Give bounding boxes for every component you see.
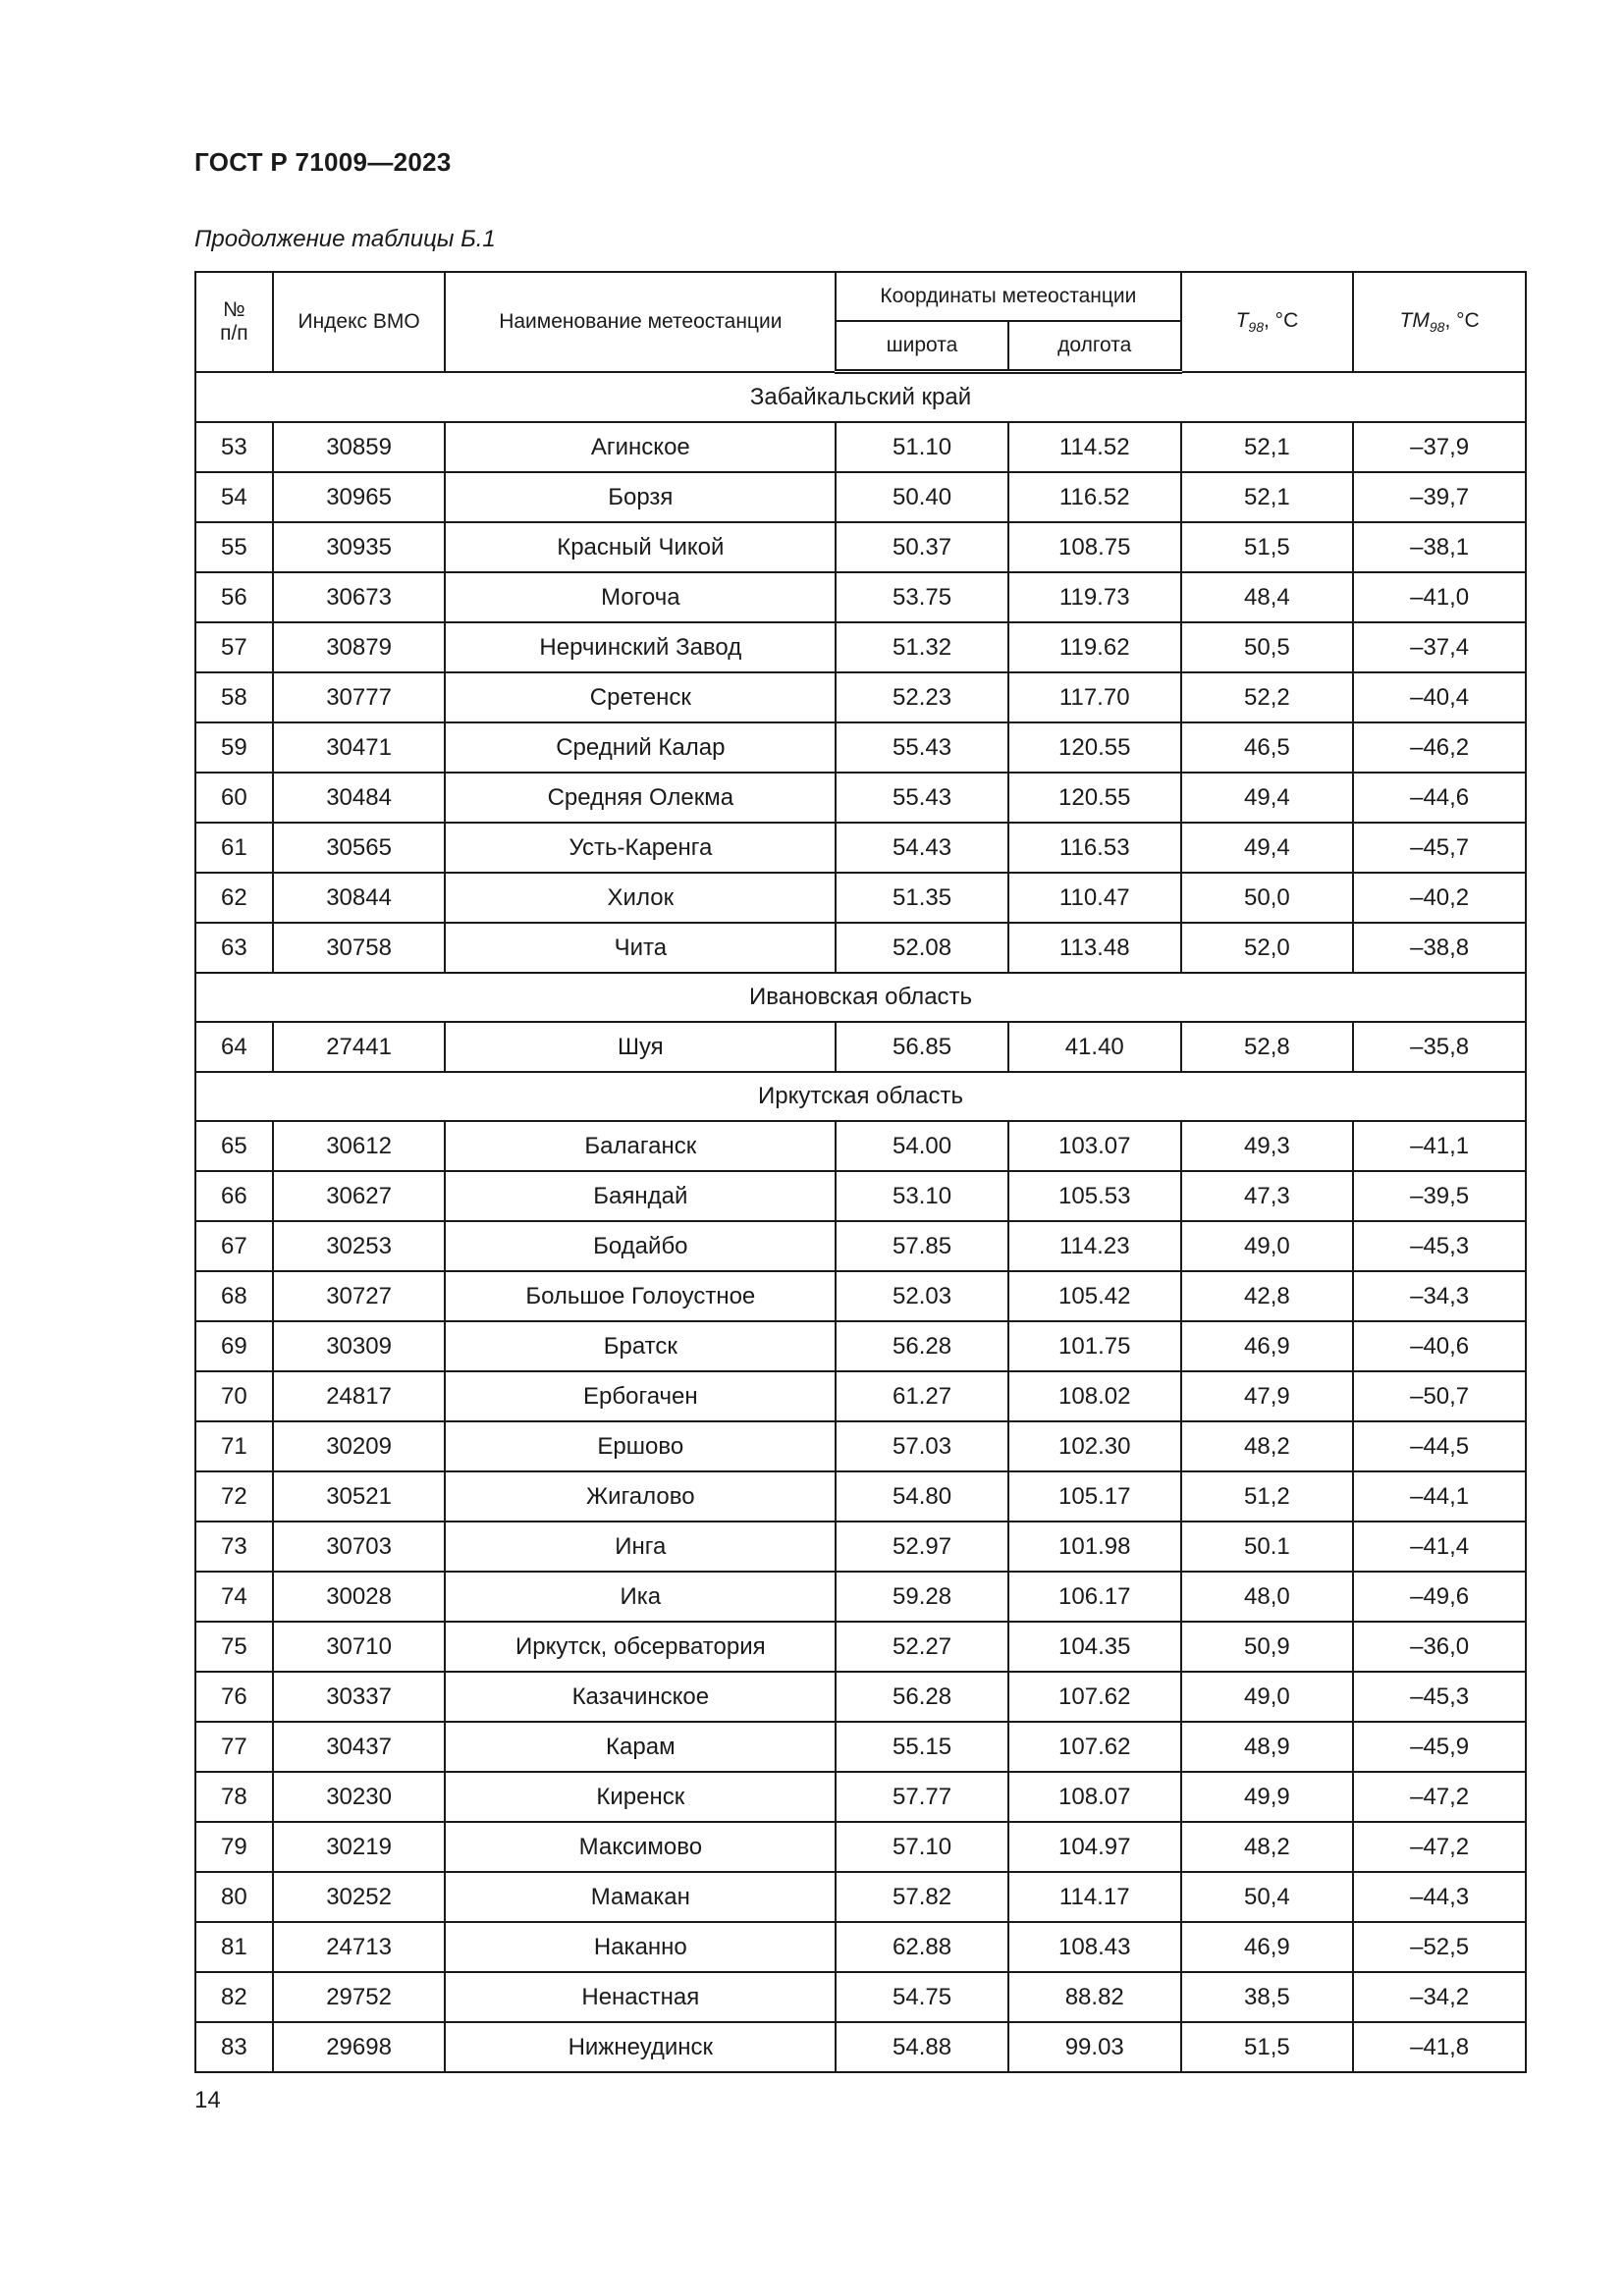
longitude: 101.98 <box>1008 1522 1181 1572</box>
tm98-value: –47,2 <box>1353 1772 1526 1822</box>
wmo-index: 30337 <box>273 1672 446 1722</box>
latitude: 56.28 <box>836 1321 1008 1371</box>
wmo-index: 30727 <box>273 1271 446 1321</box>
wmo-index: 30219 <box>273 1822 446 1872</box>
table-row <box>195 1471 1526 1522</box>
row-number: 61 <box>195 823 273 873</box>
t98-value: 51,5 <box>1181 522 1354 572</box>
tm98-value: –37,4 <box>1353 622 1526 672</box>
station-name: Хилок <box>445 873 836 923</box>
t98-value: 49,9 <box>1181 1772 1354 1822</box>
station-name: Усть-Каренга <box>445 823 836 873</box>
row-number: 65 <box>195 1121 273 1171</box>
tm98-value: –44,1 <box>1353 1471 1526 1522</box>
longitude: 41.40 <box>1008 1022 1181 1072</box>
wmo-index: 30521 <box>273 1471 446 1522</box>
tm98-value: –45,3 <box>1353 1221 1526 1271</box>
tm98-value: –40,2 <box>1353 873 1526 923</box>
station-name: Средняя Олекма <box>445 773 836 823</box>
row-number: 77 <box>195 1722 273 1772</box>
longitude: 119.73 <box>1008 572 1181 622</box>
row-number: 55 <box>195 522 273 572</box>
latitude: 62.88 <box>836 1922 1008 1972</box>
tm98-value: –40,4 <box>1353 672 1526 722</box>
longitude: 119.62 <box>1008 622 1181 672</box>
t98-value: 50,0 <box>1181 873 1354 923</box>
row-number: 57 <box>195 622 273 672</box>
longitude: 102.30 <box>1008 1421 1181 1471</box>
table-row <box>195 773 1526 823</box>
row-number: 56 <box>195 572 273 622</box>
station-name: Казачинское <box>445 1672 836 1722</box>
longitude: 108.02 <box>1008 1371 1181 1421</box>
region-row <box>195 372 1526 423</box>
t98-value: 46,9 <box>1181 1321 1354 1371</box>
table-row <box>195 1271 1526 1321</box>
region-row <box>195 973 1526 1022</box>
latitude: 52.08 <box>836 923 1008 973</box>
row-number: 72 <box>195 1471 273 1522</box>
latitude: 52.27 <box>836 1622 1008 1672</box>
station-name: Бодайбо <box>445 1221 836 1271</box>
station-name: Чита <box>445 923 836 973</box>
table-row <box>195 522 1526 572</box>
station-name: Наканно <box>445 1922 836 1972</box>
t98-value: 50.1 <box>1181 1522 1354 1572</box>
wmo-index: 30028 <box>273 1572 446 1622</box>
region-name: Иркутская область <box>195 1072 1526 1121</box>
row-number: 54 <box>195 472 273 522</box>
latitude: 57.03 <box>836 1421 1008 1471</box>
row-number: 79 <box>195 1822 273 1872</box>
latitude: 52.23 <box>836 672 1008 722</box>
t98-value: 51,2 <box>1181 1471 1354 1522</box>
longitude: 104.35 <box>1008 1622 1181 1672</box>
wmo-index: 30758 <box>273 923 446 973</box>
longitude: 108.07 <box>1008 1772 1181 1822</box>
table-row <box>195 1622 1526 1672</box>
region-name: Ивановская область <box>195 973 1526 1022</box>
table-body <box>195 372 1526 2073</box>
row-number: 80 <box>195 1872 273 1922</box>
t98-value: 52,1 <box>1181 472 1354 522</box>
tm98-value: –49,6 <box>1353 1572 1526 1622</box>
table-header <box>195 272 1526 372</box>
longitude: 114.17 <box>1008 1872 1181 1922</box>
latitude: 52.03 <box>836 1271 1008 1321</box>
latitude: 54.88 <box>836 2022 1008 2072</box>
longitude: 114.23 <box>1008 1221 1181 1271</box>
t98-value: 42,8 <box>1181 1271 1354 1321</box>
document-code: ГОСТ Р 71009—2023 <box>194 147 452 177</box>
tm98-value: –45,3 <box>1353 1672 1526 1722</box>
table-row <box>195 1371 1526 1421</box>
latitude: 53.10 <box>836 1171 1008 1221</box>
t98-value: 48,0 <box>1181 1572 1354 1622</box>
row-number: 83 <box>195 2022 273 2072</box>
latitude: 56.85 <box>836 1022 1008 1072</box>
wmo-index: 30309 <box>273 1321 446 1371</box>
station-name: Карам <box>445 1722 836 1772</box>
longitude: 105.53 <box>1008 1171 1181 1221</box>
latitude: 54.80 <box>836 1471 1008 1522</box>
wmo-index: 30209 <box>273 1421 446 1471</box>
table-row <box>195 1221 1526 1271</box>
header-t98-subscript: 98 <box>1248 318 1264 335</box>
station-name: Сретенск <box>445 672 836 722</box>
tm98-value: –41,8 <box>1353 2022 1526 2072</box>
longitude: 114.52 <box>1008 422 1181 472</box>
latitude: 54.43 <box>836 823 1008 873</box>
longitude: 103.07 <box>1008 1121 1181 1171</box>
t98-value: 50,9 <box>1181 1622 1354 1672</box>
table-caption: Продолжение таблицы Б.1 <box>194 226 496 252</box>
wmo-index: 30253 <box>273 1221 446 1271</box>
row-number: 82 <box>195 1972 273 2022</box>
region-row <box>195 1072 1526 1121</box>
table-row <box>195 622 1526 672</box>
tm98-value: –50,7 <box>1353 1371 1526 1421</box>
wmo-index: 30471 <box>273 722 446 773</box>
row-number: 67 <box>195 1221 273 1271</box>
row-number: 70 <box>195 1371 273 1421</box>
station-name: Ика <box>445 1572 836 1622</box>
tm98-value: –44,6 <box>1353 773 1526 823</box>
table-row <box>195 823 1526 873</box>
t98-value: 52,1 <box>1181 422 1354 472</box>
row-number: 69 <box>195 1321 273 1371</box>
longitude: 113.48 <box>1008 923 1181 973</box>
t98-value: 48,4 <box>1181 572 1354 622</box>
table-row <box>195 422 1526 472</box>
longitude: 110.47 <box>1008 873 1181 923</box>
row-number: 60 <box>195 773 273 823</box>
station-name: Баяндай <box>445 1171 836 1221</box>
table-row <box>195 1171 1526 1221</box>
wmo-index: 30230 <box>273 1772 446 1822</box>
header-number <box>195 272 273 372</box>
tm98-value: –39,5 <box>1353 1171 1526 1221</box>
row-number: 81 <box>195 1922 273 1972</box>
t98-value: 49,3 <box>1181 1121 1354 1171</box>
t98-value: 48,2 <box>1181 1822 1354 1872</box>
station-name: Балаганск <box>445 1121 836 1171</box>
table-row <box>195 1022 1526 1072</box>
wmo-index: 30565 <box>273 823 446 873</box>
latitude: 57.82 <box>836 1872 1008 1922</box>
station-name: Средний Калар <box>445 722 836 773</box>
station-name: Нерчинский Завод <box>445 622 836 672</box>
header-number-line1: № <box>223 297 245 321</box>
tm98-value: –47,2 <box>1353 1822 1526 1872</box>
tm98-value: –34,3 <box>1353 1271 1526 1321</box>
wmo-index: 27441 <box>273 1022 446 1072</box>
t98-value: 47,9 <box>1181 1371 1354 1421</box>
station-name: Могоча <box>445 572 836 622</box>
tm98-value: –45,9 <box>1353 1722 1526 1772</box>
t98-value: 52,8 <box>1181 1022 1354 1072</box>
wmo-index: 30484 <box>273 773 446 823</box>
longitude: 88.82 <box>1008 1972 1181 2022</box>
station-name: Ершово <box>445 1421 836 1471</box>
row-number: 68 <box>195 1271 273 1321</box>
t98-value: 49,0 <box>1181 1221 1354 1271</box>
header-longitude: долгота <box>1008 321 1181 372</box>
longitude: 107.62 <box>1008 1672 1181 1722</box>
table-row <box>195 1972 1526 2022</box>
row-number: 73 <box>195 1522 273 1572</box>
station-name: Мамакан <box>445 1872 836 1922</box>
latitude: 59.28 <box>836 1572 1008 1622</box>
t98-value: 52,2 <box>1181 672 1354 722</box>
wmo-index: 30859 <box>273 422 446 472</box>
t98-value: 50,4 <box>1181 1872 1354 1922</box>
wmo-index: 30844 <box>273 873 446 923</box>
table-row <box>195 572 1526 622</box>
wmo-index: 30673 <box>273 572 446 622</box>
station-name: Нижнеудинск <box>445 2022 836 2072</box>
table-row <box>195 1722 1526 1772</box>
latitude: 50.40 <box>836 472 1008 522</box>
wmo-index: 30710 <box>273 1622 446 1672</box>
station-name: Жигалово <box>445 1471 836 1522</box>
wmo-index: 30252 <box>273 1872 446 1922</box>
latitude: 55.15 <box>836 1722 1008 1772</box>
tm98-value: –44,5 <box>1353 1421 1526 1471</box>
station-name: Шуя <box>445 1022 836 1072</box>
tm98-value: –38,8 <box>1353 923 1526 973</box>
header-coordinates: Координаты метеостанции <box>836 272 1180 321</box>
longitude: 99.03 <box>1008 2022 1181 2072</box>
latitude: 57.85 <box>836 1221 1008 1271</box>
latitude: 50.37 <box>836 522 1008 572</box>
tm98-value: –46,2 <box>1353 722 1526 773</box>
tm98-value: –39,7 <box>1353 472 1526 522</box>
header-tm98-symbol: TM <box>1399 308 1430 332</box>
tm98-value: –38,1 <box>1353 522 1526 572</box>
tm98-value: –44,3 <box>1353 1872 1526 1922</box>
tm98-value: –41,4 <box>1353 1522 1526 1572</box>
t98-value: 38,5 <box>1181 1972 1354 2022</box>
latitude: 51.32 <box>836 622 1008 672</box>
longitude: 104.97 <box>1008 1822 1181 1872</box>
header-station-name: Наименование метеостанции <box>445 272 836 372</box>
row-number: 58 <box>195 672 273 722</box>
wmo-index: 29698 <box>273 2022 446 2072</box>
table-row <box>195 1522 1526 1572</box>
tm98-value: –45,7 <box>1353 823 1526 873</box>
t98-value: 48,9 <box>1181 1722 1354 1772</box>
row-number: 66 <box>195 1171 273 1221</box>
t98-value: 52,0 <box>1181 923 1354 973</box>
station-name: Агинское <box>445 422 836 472</box>
latitude: 54.00 <box>836 1121 1008 1171</box>
header-t98 <box>1181 272 1354 372</box>
table-row <box>195 672 1526 722</box>
latitude: 51.35 <box>836 873 1008 923</box>
station-name: Киренск <box>445 1772 836 1822</box>
table-row <box>195 1321 1526 1371</box>
table-row <box>195 1872 1526 1922</box>
header-t98-unit: , °C <box>1264 308 1299 332</box>
row-number: 74 <box>195 1572 273 1622</box>
table-row <box>195 1121 1526 1171</box>
row-number: 78 <box>195 1772 273 1822</box>
longitude: 116.53 <box>1008 823 1181 873</box>
t98-value: 46,5 <box>1181 722 1354 773</box>
wmo-index: 24817 <box>273 1371 446 1421</box>
latitude: 55.43 <box>836 773 1008 823</box>
latitude: 52.97 <box>836 1522 1008 1572</box>
wmo-index: 30965 <box>273 472 446 522</box>
header-t98-symbol: T <box>1235 308 1249 332</box>
t98-value: 48,2 <box>1181 1421 1354 1471</box>
station-name: Борзя <box>445 472 836 522</box>
row-number: 59 <box>195 722 273 773</box>
tm98-value: –40,6 <box>1353 1321 1526 1371</box>
wmo-index: 30935 <box>273 522 446 572</box>
table-row <box>195 1572 1526 1622</box>
region-name: Забайкальский край <box>195 372 1526 423</box>
longitude: 108.75 <box>1008 522 1181 572</box>
table-row <box>195 1421 1526 1471</box>
station-name: Максимово <box>445 1822 836 1872</box>
row-number: 53 <box>195 422 273 472</box>
wmo-index: 30437 <box>273 1722 446 1772</box>
table-row <box>195 1772 1526 1822</box>
row-number: 71 <box>195 1421 273 1471</box>
wmo-index: 30612 <box>273 1121 446 1171</box>
row-number: 76 <box>195 1672 273 1722</box>
header-tm98 <box>1353 272 1526 372</box>
t98-value: 46,9 <box>1181 1922 1354 1972</box>
header-number-line2: п/п <box>220 321 248 345</box>
wmo-index: 29752 <box>273 1972 446 2022</box>
station-name: Инга <box>445 1522 836 1572</box>
page-number: 14 <box>194 2087 221 2113</box>
longitude: 120.55 <box>1008 722 1181 773</box>
t98-value: 47,3 <box>1181 1171 1354 1221</box>
latitude: 56.28 <box>836 1672 1008 1722</box>
table-row <box>195 722 1526 773</box>
longitude: 108.43 <box>1008 1922 1181 1972</box>
latitude: 57.77 <box>836 1772 1008 1822</box>
longitude: 117.70 <box>1008 672 1181 722</box>
t98-value: 49,4 <box>1181 823 1354 873</box>
table-row <box>195 472 1526 522</box>
tm98-value: –41,0 <box>1353 572 1526 622</box>
tm98-value: –37,9 <box>1353 422 1526 472</box>
table-row <box>195 873 1526 923</box>
tm98-value: –52,5 <box>1353 1922 1526 1972</box>
row-number: 63 <box>195 923 273 973</box>
table-row <box>195 1822 1526 1872</box>
tm98-value: –36,0 <box>1353 1622 1526 1672</box>
table-row <box>195 1672 1526 1722</box>
wmo-index: 30879 <box>273 622 446 672</box>
latitude: 54.75 <box>836 1972 1008 2022</box>
t98-value: 50,5 <box>1181 622 1354 672</box>
longitude: 120.55 <box>1008 773 1181 823</box>
tm98-value: –35,8 <box>1353 1022 1526 1072</box>
wmo-index: 24713 <box>273 1922 446 1972</box>
longitude: 105.17 <box>1008 1471 1181 1522</box>
header-tm98-subscript: 98 <box>1429 318 1445 335</box>
header-latitude: широта <box>836 321 1008 372</box>
longitude: 107.62 <box>1008 1722 1181 1772</box>
latitude: 55.43 <box>836 722 1008 773</box>
longitude: 101.75 <box>1008 1321 1181 1371</box>
longitude: 106.17 <box>1008 1572 1181 1622</box>
header-index: Индекс ВМО <box>273 272 446 372</box>
station-name: Иркутск, обсерватория <box>445 1622 836 1672</box>
row-number: 64 <box>195 1022 273 1072</box>
table-row <box>195 923 1526 973</box>
station-name: Ербогачен <box>445 1371 836 1421</box>
table-row <box>195 1922 1526 1972</box>
latitude: 51.10 <box>836 422 1008 472</box>
station-name: Ненастная <box>445 1972 836 2022</box>
latitude: 53.75 <box>836 572 1008 622</box>
latitude: 57.10 <box>836 1822 1008 1872</box>
wmo-index: 30703 <box>273 1522 446 1572</box>
latitude: 61.27 <box>836 1371 1008 1421</box>
t98-value: 49,4 <box>1181 773 1354 823</box>
t98-value: 49,0 <box>1181 1672 1354 1722</box>
stations-table <box>194 271 1527 2073</box>
tm98-value: –41,1 <box>1353 1121 1526 1171</box>
tm98-value: –34,2 <box>1353 1972 1526 2022</box>
wmo-index: 30627 <box>273 1171 446 1221</box>
row-number: 75 <box>195 1622 273 1672</box>
wmo-index: 30777 <box>273 672 446 722</box>
longitude: 105.42 <box>1008 1271 1181 1321</box>
table-row <box>195 2022 1526 2072</box>
station-name: Братск <box>445 1321 836 1371</box>
station-name: Красный Чикой <box>445 522 836 572</box>
longitude: 116.52 <box>1008 472 1181 522</box>
station-name: Большое Голоустное <box>445 1271 836 1321</box>
header-tm98-unit: , °C <box>1444 308 1480 332</box>
row-number: 62 <box>195 873 273 923</box>
t98-value: 51,5 <box>1181 2022 1354 2072</box>
